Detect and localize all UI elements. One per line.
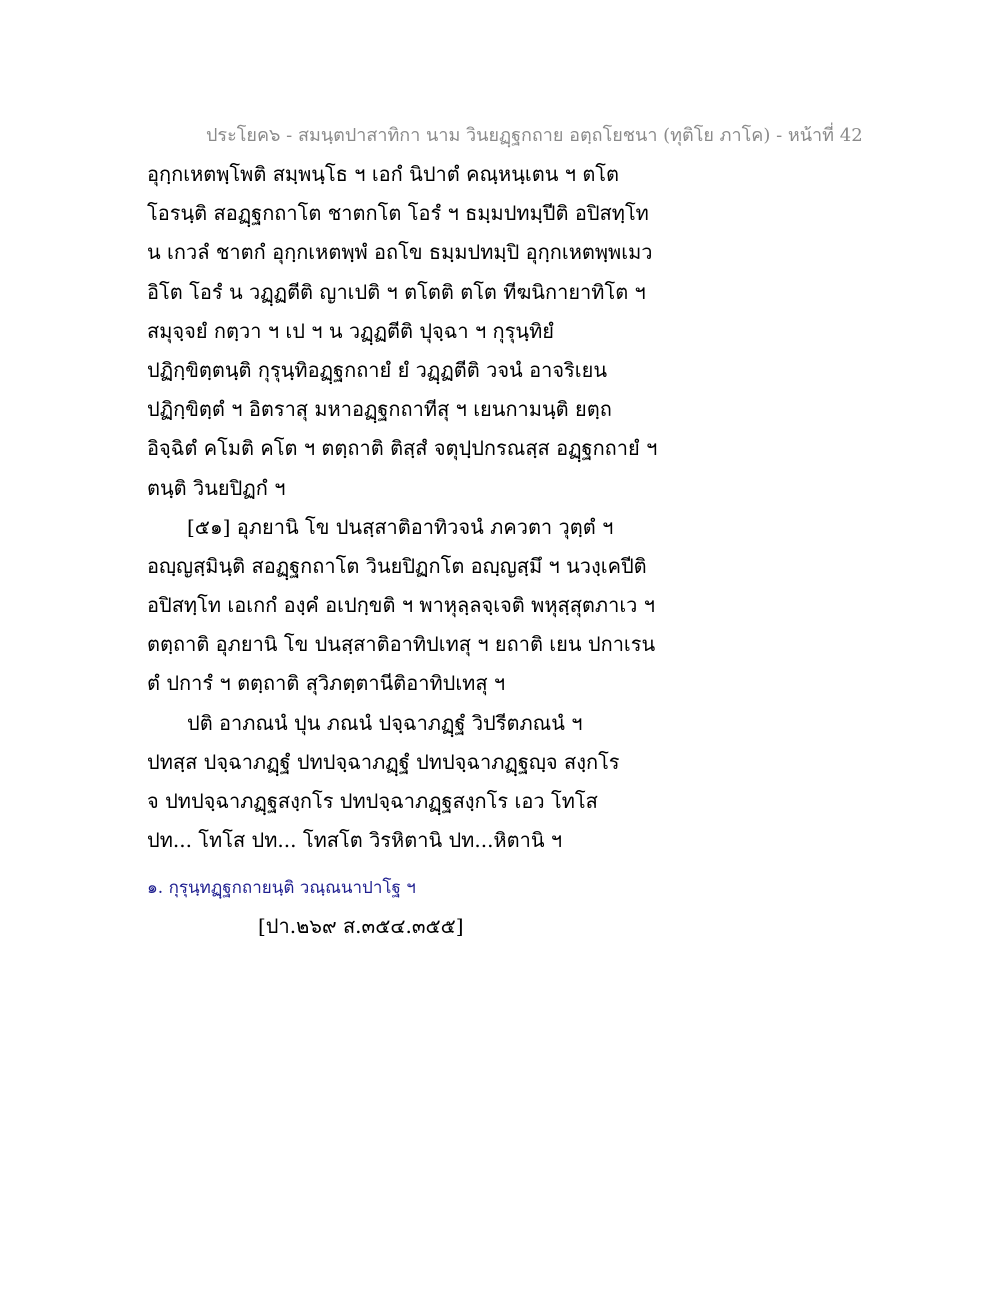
running-header: ประโยค๖ - สมนฺตปาสาทิกา นาม วินยฏฺฐกถาย อตฺถโยชนา (ทุติโย ภาโค) - หน้าที่ 42 <box>206 125 863 146</box>
text-line: น เกวลํ ชาตกํ อุกฺกเหตพฺพํ อถโข ธมฺมปทมฺปิ อุกฺกเหตพฺพเมว <box>147 240 653 265</box>
text-line: ตนฺติ วินยปิฏกํ ฯ <box>147 475 286 500</box>
text-line: ปทสฺส ปจฺฉาภฏฺฐํ ปทปจฺฉาภฏฺฐํ ปทปจฺฉาภฏฺฐญฺจ สงฺกโร <box>147 749 620 774</box>
text-line: ปฏิกฺขิตฺตนฺติ กุรุนฺทิอฏฺฐกถายํ ยํ วฏฺฏตีติ วจนํ อาจริเยน <box>147 357 608 382</box>
paragraph-start-line: [๕๑] อุภยานิ โข ปนสฺสาติอาทิวจนํ ภควตา วุตฺตํ ฯ <box>187 514 614 539</box>
text-line: สมุจฺจยํ กตฺวา ฯ เป ฯ น วฏฺฏตีติ ปุจฺฉา ฯ กุรุนฺทิยํ <box>147 318 554 343</box>
text-line: ปฏิกฺขิตฺตํ ฯ อิตราสุ มหาอฏฺฐกถาทีสุ ฯ เยนกามนฺติ ยตฺถ <box>147 397 612 422</box>
page-reference: [ปา.๒๖๙ ส.๓๕๔.๓๕๕] <box>258 914 464 938</box>
text-line: อญฺญสฺมินฺติ สอฏฺฐกถาโต วินยปิฏกโต อญฺญสฺมึ ฯ นวงฺเคปีติ <box>147 553 647 578</box>
text-line: ตํ ปการํ ฯ ตตฺถาติ สุวิภตฺตานีติอาทิปเทสุ ฯ <box>147 671 506 696</box>
text-line: อิจฺฉิตํ คโมติ คโต ฯ ตตฺถาติ ติสฺสํ จตุปฺปกรณสฺส อฏฺฐกถายํ ฯ <box>147 436 658 461</box>
paragraph-start-line: ปติ อาภณนํ ปุน ภณนํ ปจฺฉาภฏฺฐํ วิปรีตภณนํ ฯ <box>187 710 583 735</box>
text-line: อุกฺกเหตพฺโพติ สมฺพนฺโธ ฯ เอกํ นิปาตํ คณฺหนฺเตน ฯ ตโต <box>147 162 620 186</box>
text-line: จ ปทปจฺฉาภฏฺฐสงฺกโร ปทปจฺฉาภฏฺฐสงฺกโร เอว โทโส <box>147 789 598 813</box>
footnote: ๑. กุรุนฺทฏฺฐกถายนฺติ วณฺณนาปาโฐ ฯ <box>147 878 416 898</box>
text-line: อปิสทฺโท เอเกกํ องฺคํ อเปกฺขติ ฯ พาหุลฺลจฺเจติ พหุสฺสุตภาเว ฯ <box>147 593 655 618</box>
text-line: ตตฺถาติ อุภยานิ โข ปนสฺสาติอาทิปเทสุ ฯ ยถาติ เยน ปกาเรน <box>147 632 656 657</box>
text-line: อิโต โอรํ น วฏฺฏตีติ ญาเปติ ฯ ตโตติ ตโต ทีฆนิกายาทิโต ฯ <box>147 279 646 304</box>
text-line: โอรนฺติ สอฏฺฐกถาโต ชาตกโต โอรํ ฯ ธมฺมปทมฺปีติ อปิสทฺโท <box>147 201 649 226</box>
body-text <box>147 158 847 863</box>
text-line: ปท... โทโส ปท... โทสโต วิรหิตานิ ปท...หิตานิ ฯ <box>147 828 563 853</box>
